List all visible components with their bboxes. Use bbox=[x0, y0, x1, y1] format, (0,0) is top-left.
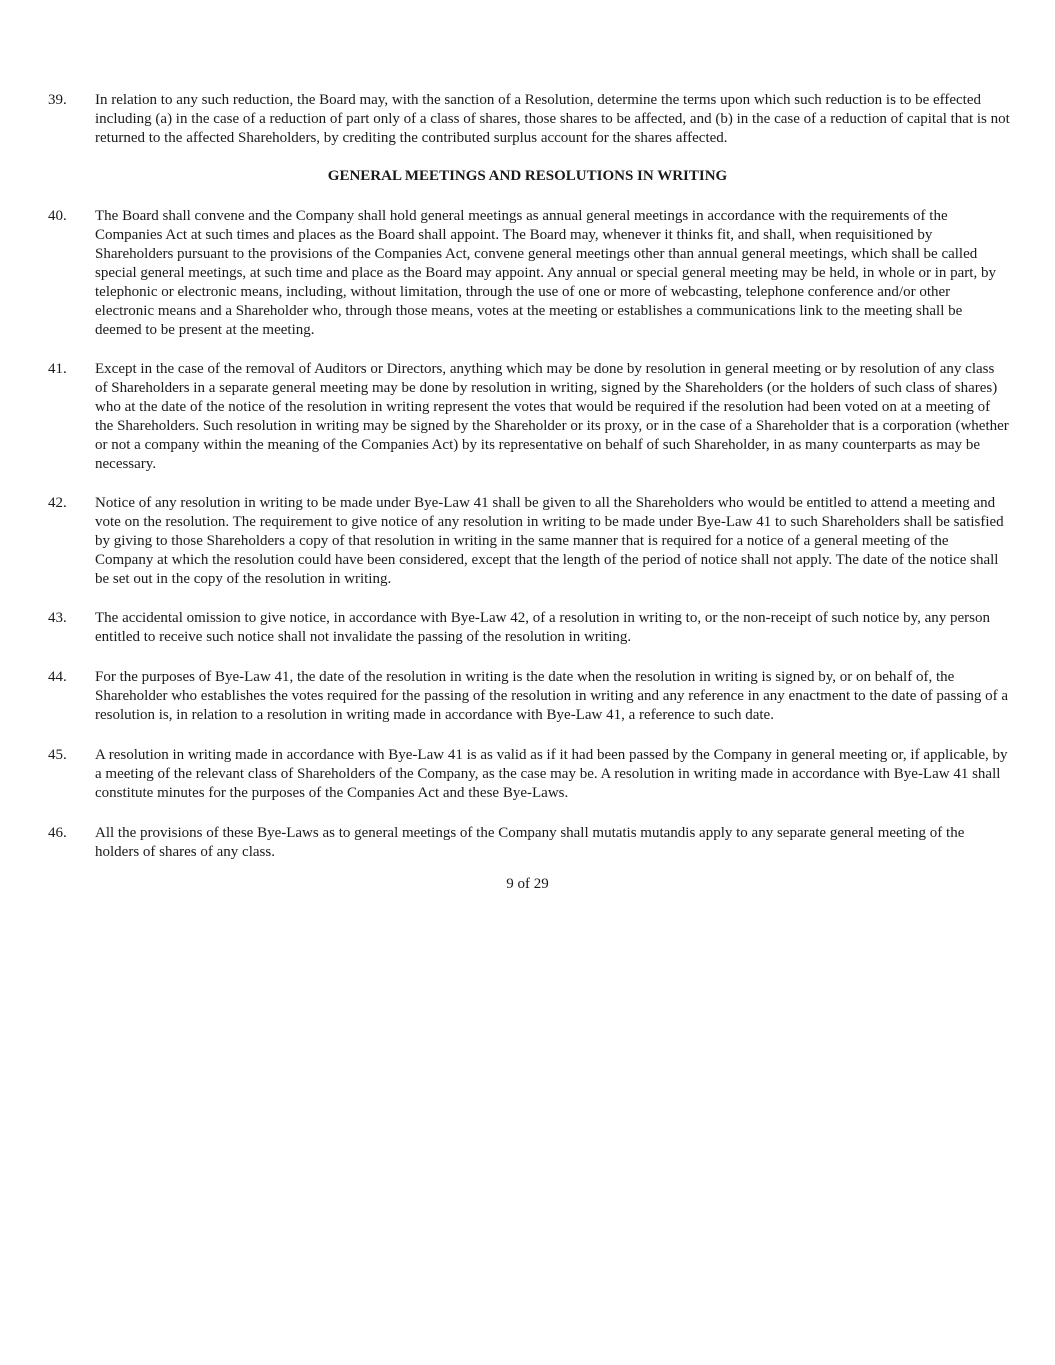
clause-text: Notice of any resolution in writing to be made under Bye-Law 41 shall be given to all the Shareholders who would be entitled to attend a meeting and vote on the resolution. The requirement to give notice of any resolution in writing to be made under Bye-Law 41 to such Shareholders shall be satisfied by giving to those Shareholders a copy of that resolution in writing in the same manner that is required for a notice of a general meeting of the Company at which the resolution could have been considered, except that the length of the period of notice shall not apply. The date of the notice shall be set out in the copy of the resolution in writing. bbox=[95, 495, 1004, 587]
section-heading: GENERAL MEETINGS AND RESOLUTIONS IN WRITING bbox=[327, 168, 728, 184]
clause-text: For the purposes of Bye-Law 41, the date of the resolution in writing is the date when the resolution in writing is signed by, or on behalf of, the Shareholder who establishes the votes required for the passing of the resolution in writing and any reference in any enactment to the date of passing of a resolution is, in relation to a resolution in writing made in accordance with Bye-Law 41, a reference to such date. bbox=[95, 669, 1009, 723]
page-number: 9 of 29 bbox=[506, 876, 549, 892]
clause-text: Except in the case of the removal of Auditors or Directors, anything which may be done by resolution in general meeting or by resolution of any class of Shareholders in a separate general meeting may be done by resolution in writing, signed by the Shareholders (or the holders of such class of shares) who at the date of the notice of the resolution in writing represent the votes that would be required if the resolution had been voted on at a meeting of the Shareholders. Such resolution in writing may be signed by the Shareholder or its proxy, or in the case of a Shareholder that is a corporation (whether or not a company within the meaning of the Companies Act) by its representative on behalf of such Shareholder, in as many counterparts as may be necessary. bbox=[95, 361, 1009, 472]
clause-text: All the provisions of these Bye-Laws as to general meetings of the Company shall mutatis mutandis apply to any separate general meeting of the holders of shares of any class. bbox=[95, 825, 965, 860]
clause-number: 46. bbox=[48, 825, 67, 841]
clause-text: The accidental omission to give notice, in accordance with Bye-Law 42, of a resolution in writing to, or the non-receipt of such notice by, any person entitled to receive such notice shall not invalidate the passing of the resolution in writing. bbox=[95, 610, 991, 645]
clause-46 bbox=[48, 824, 1010, 862]
clause-number: 44. bbox=[48, 669, 67, 685]
clause-number: 45. bbox=[48, 747, 67, 763]
clause-text: The Board shall convene and the Company shall hold general meetings as annual general meetings in accordance with the requirements of the Companies Act at such times and places as the Board shall appoint. The Board may, whenever it thinks fit, and shall, when requisitioned by Shareholders pursuant to the provisions of the Companies Act, convene general meetings other than annual general meetings, which shall be called special general meetings, at such time and place as the Board may appoint. Any annual or special general meeting may be held, in whole or in part, by telephonic or electronic means, including, without limitation, through the use of one or more of webcasting, telephone conference and/or other electronic means and a Shareholder who, through those means, votes at the meeting or establishes a communications link to the meeting shall be deemed to be present at the meeting. bbox=[95, 208, 996, 338]
clause-45 bbox=[48, 746, 1010, 803]
clause-number: 42. bbox=[48, 495, 67, 511]
clause-text: In relation to any such reduction, the Board may, with the sanction of a Resolution, determine the terms upon which such reduction is to be effected including (a) in the case of a reduction of part only of a class of shares, those shares to be affected, and (b) in the case of a reduction of capital that is not returned to the affected Shareholders, by crediting the contributed surplus account for the shares affected. bbox=[95, 92, 1010, 146]
clause-41 bbox=[48, 360, 1010, 474]
clause-44 bbox=[48, 668, 1010, 725]
clause-number: 43. bbox=[48, 610, 67, 626]
clause-number: 41. bbox=[48, 361, 67, 377]
clause-39 bbox=[48, 91, 1010, 148]
clause-text: A resolution in writing made in accordance with Bye-Law 41 is as valid as if it had been passed by the Company in general meeting or, if applicable, by a meeting of the relevant class of Shareholders of the Company, as the case may be. A resolution in writing made in accordance with Bye-Law 41 shall constitute minutes for the purposes of the Companies Act and these Bye-Laws. bbox=[95, 747, 1008, 801]
clause-42 bbox=[48, 494, 1010, 589]
clause-number: 40. bbox=[48, 208, 67, 224]
clause-number: 39. bbox=[48, 92, 67, 108]
clause-40 bbox=[48, 207, 1010, 340]
clause-43 bbox=[48, 609, 1010, 647]
